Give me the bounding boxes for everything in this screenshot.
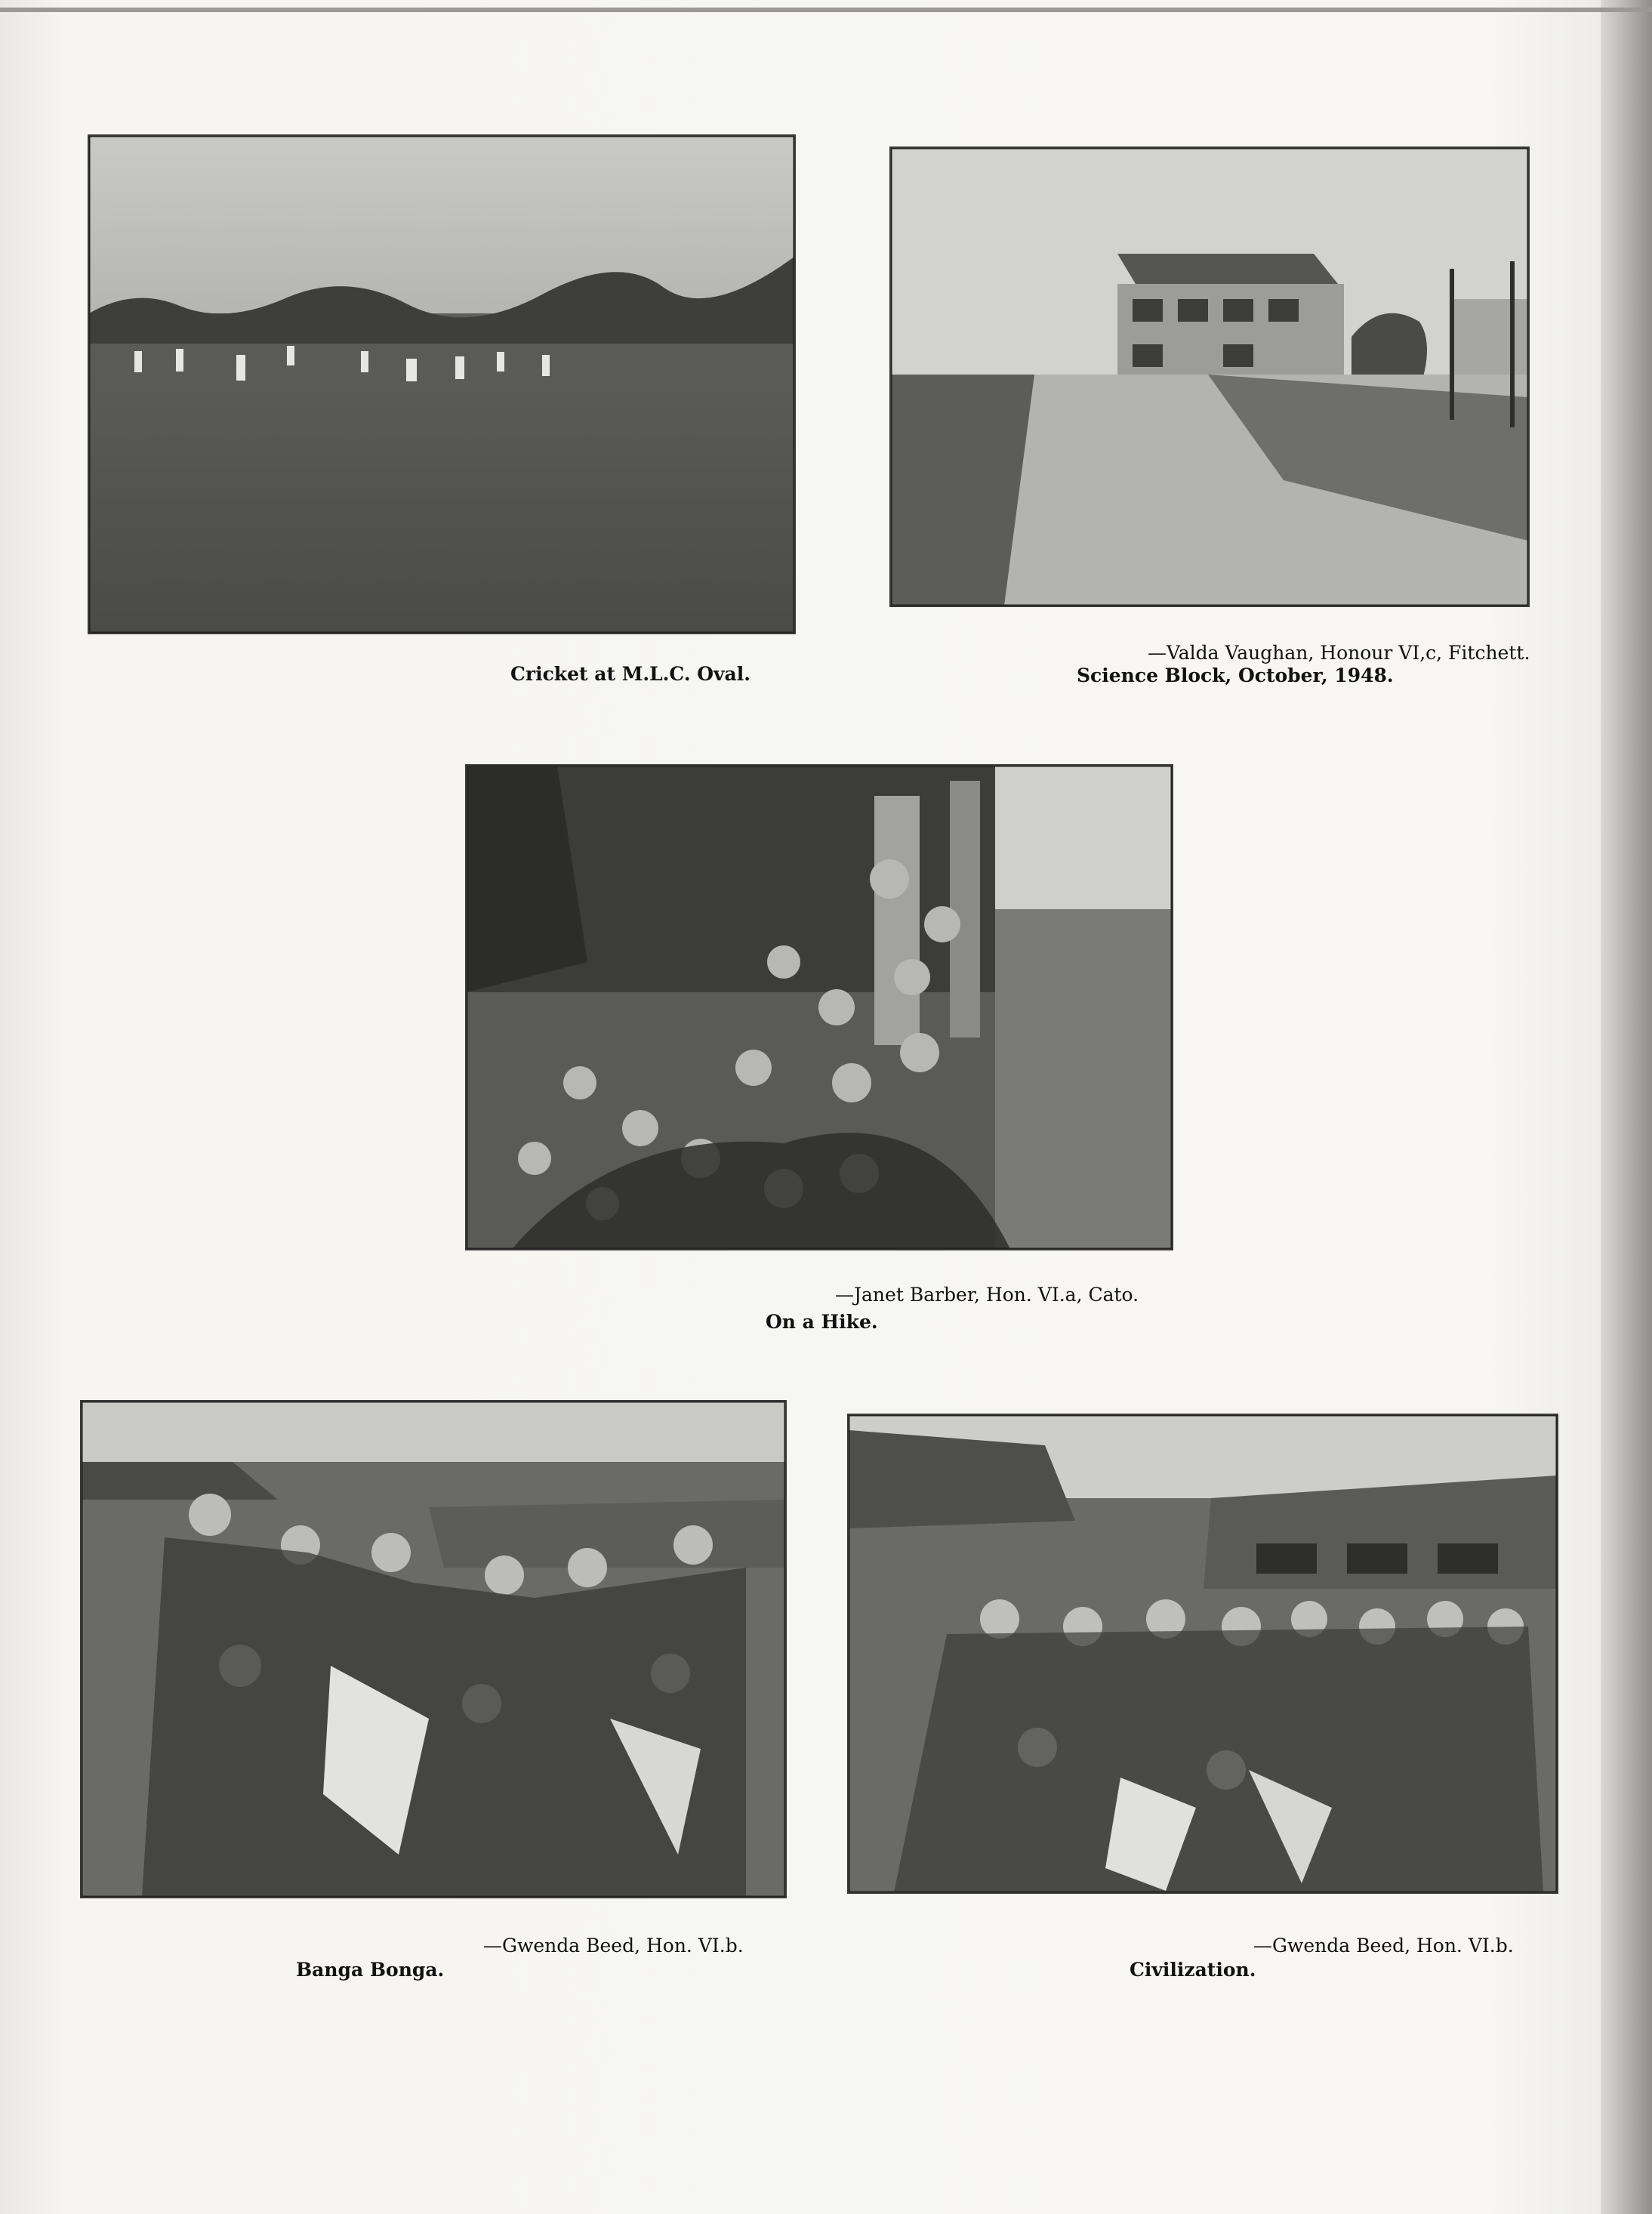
hike-credit: —Janet Barber, Hon. VI.a, Cato. bbox=[835, 1284, 1139, 1306]
civilization-photo bbox=[849, 1415, 1557, 1892]
banga-bonga-photo bbox=[82, 1401, 785, 1897]
science-block-photo bbox=[891, 148, 1528, 606]
top-border bbox=[0, 8, 1652, 12]
civilization-credit: —Gwenda Beed, Hon. VI.b. bbox=[1253, 1935, 1514, 1957]
cricket-title: Cricket at M.L.C. Oval. bbox=[510, 663, 750, 685]
cricket-photo bbox=[89, 136, 794, 633]
science-title: Science Block, October, 1948. bbox=[1077, 665, 1394, 686]
civilization-title: Civilization. bbox=[1130, 1959, 1256, 1981]
banga-credit: —Gwenda Beed, Hon. VI.b. bbox=[483, 1935, 744, 1957]
page-edge-shadow bbox=[1601, 0, 1652, 2214]
hike-title: On a Hike. bbox=[766, 1311, 878, 1333]
banga-title: Banga Bonga. bbox=[296, 1959, 445, 1981]
hike-photo bbox=[467, 766, 1172, 1249]
science-credit: —Valda Vaughan, Honour VI,c, Fitchett. bbox=[1148, 642, 1530, 664]
